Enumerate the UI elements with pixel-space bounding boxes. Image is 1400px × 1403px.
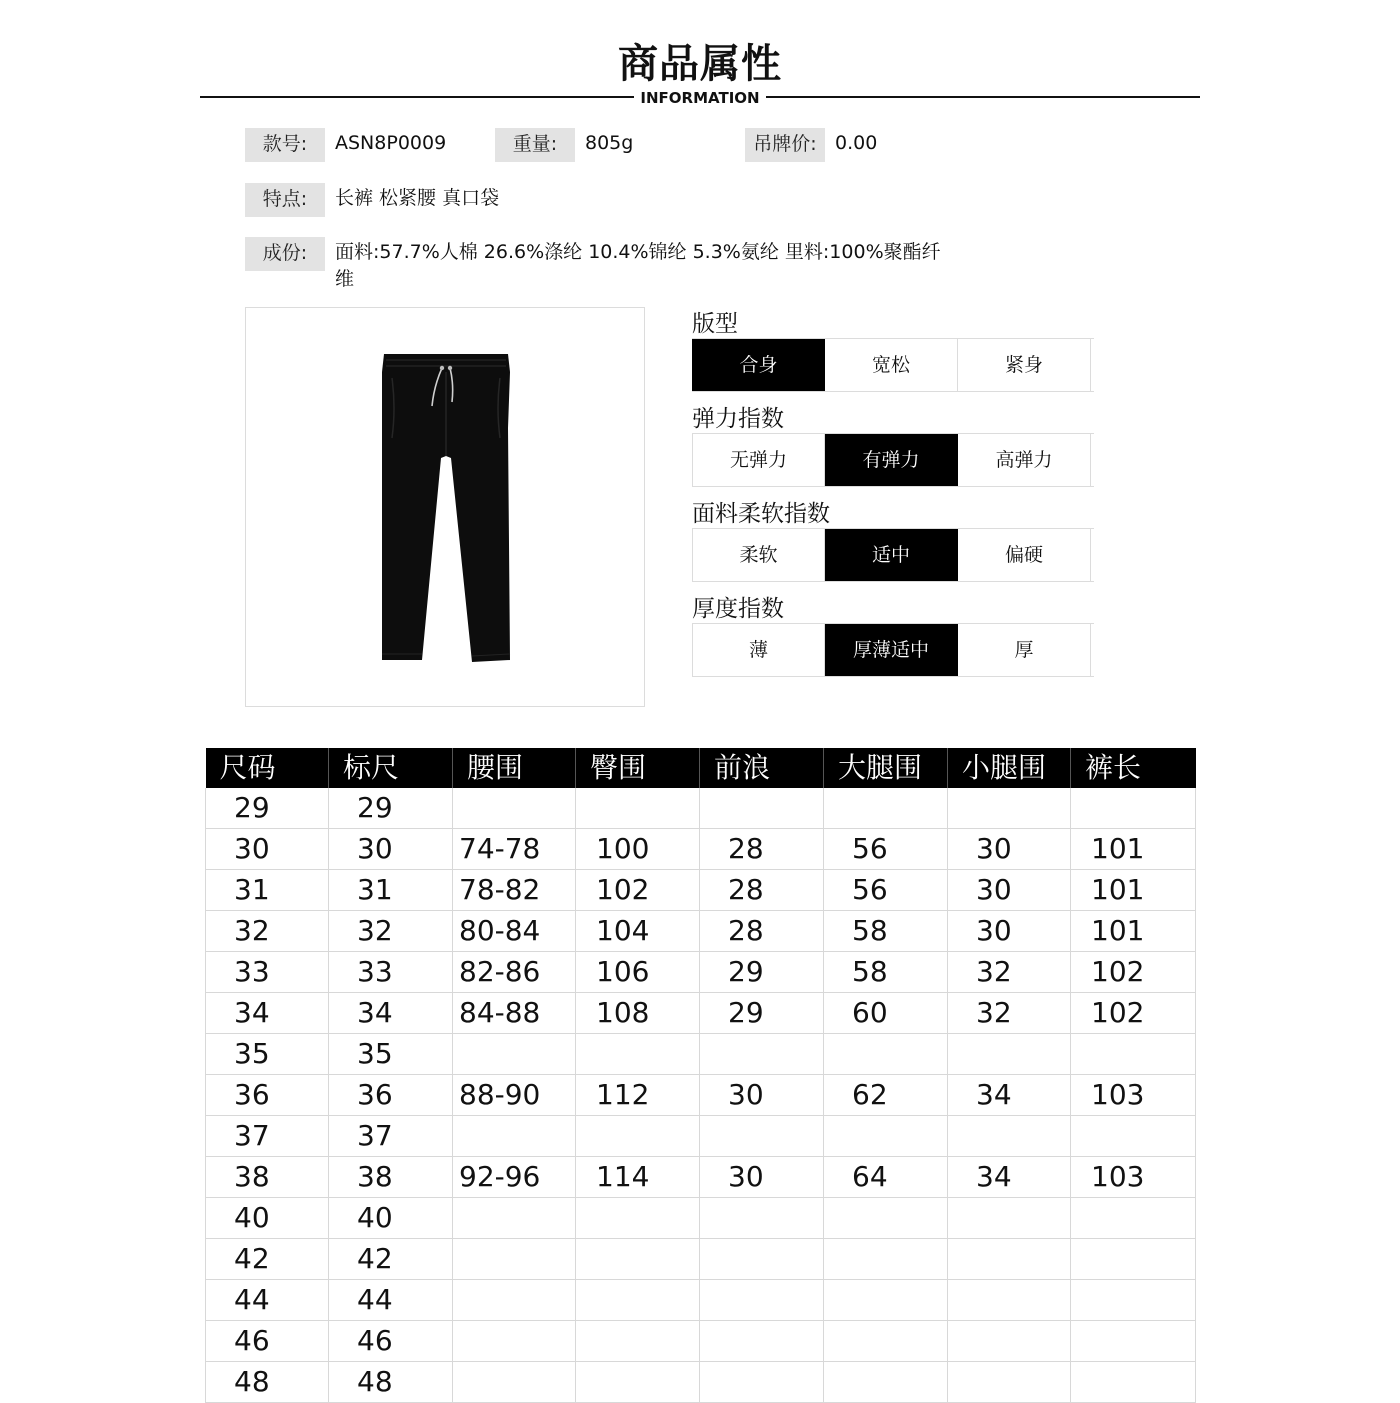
- table-cell: [1071, 1116, 1196, 1157]
- table-cell: 102: [576, 870, 700, 911]
- fit-option-1: 合身: [692, 339, 825, 391]
- table-cell: [824, 1362, 948, 1403]
- thickness-option-2: 厚薄适中: [825, 624, 958, 676]
- table-cell: [948, 1198, 1071, 1239]
- table-row: [206, 788, 1196, 829]
- table-cell: [453, 1321, 576, 1362]
- table-cell: 46: [206, 1321, 329, 1362]
- thickness-option-3: 厚: [958, 624, 1091, 676]
- table-cell: 58: [824, 911, 948, 952]
- table-row: [206, 1321, 1196, 1362]
- table-cell: [824, 1198, 948, 1239]
- thickness-title: 厚度指数: [692, 596, 784, 622]
- table-cell: [453, 1198, 576, 1239]
- table-cell: 30: [700, 1157, 824, 1198]
- table-cell: 30: [329, 829, 453, 870]
- table-row: [206, 829, 1196, 870]
- table-cell: 31: [206, 870, 329, 911]
- table-cell: 34: [948, 1075, 1071, 1116]
- header-waist: 腰围: [453, 748, 576, 788]
- table-cell: 28: [700, 870, 824, 911]
- table-row: [206, 1034, 1196, 1075]
- section-header: [0, 0, 1400, 120]
- header-length: 裤长: [1071, 748, 1196, 788]
- elasticity-title: 弹力指数: [692, 406, 784, 432]
- features-value: 长裤 松紧腰 真口袋: [335, 187, 500, 209]
- table-cell: [576, 1280, 700, 1321]
- table-cell: [453, 1034, 576, 1075]
- table-cell: [948, 788, 1071, 829]
- table-cell: 62: [824, 1075, 948, 1116]
- size-table: [205, 748, 1196, 1403]
- table-cell: [700, 1362, 824, 1403]
- table-cell: [1071, 1280, 1196, 1321]
- table-cell: [948, 1116, 1071, 1157]
- table-cell: 28: [700, 911, 824, 952]
- softness-option-3: 偏硬: [958, 529, 1091, 581]
- table-cell: [1071, 1198, 1196, 1239]
- table-cell: [576, 1034, 700, 1075]
- thickness-options: [692, 623, 1094, 677]
- table-cell: 29: [329, 788, 453, 829]
- fit-options: [692, 338, 1094, 392]
- table-cell: 48: [206, 1362, 329, 1403]
- fit-option-3: 紧身: [958, 339, 1091, 391]
- table-cell: 78-82: [453, 870, 576, 911]
- table-cell: [700, 1116, 824, 1157]
- black-pants-image: [246, 308, 646, 708]
- table-row: [206, 993, 1196, 1034]
- table-cell: [453, 1280, 576, 1321]
- table-cell: 103: [1071, 1157, 1196, 1198]
- table-cell: 35: [206, 1034, 329, 1075]
- header-size: 尺码: [206, 748, 329, 788]
- table-cell: 31: [329, 870, 453, 911]
- table-cell: [948, 1239, 1071, 1280]
- table-cell: 56: [824, 829, 948, 870]
- table-cell: 32: [948, 993, 1071, 1034]
- table-cell: 33: [329, 952, 453, 993]
- table-cell: 56: [824, 870, 948, 911]
- table-cell: 112: [576, 1075, 700, 1116]
- table-cell: 101: [1071, 829, 1196, 870]
- table-cell: [576, 788, 700, 829]
- table-cell: 30: [948, 870, 1071, 911]
- table-cell: [824, 1239, 948, 1280]
- table-cell: 29: [206, 788, 329, 829]
- table-cell: 44: [329, 1280, 453, 1321]
- weight-value: 805g: [585, 132, 634, 154]
- table-cell: [948, 1362, 1071, 1403]
- table-cell: [824, 1321, 948, 1362]
- table-cell: [824, 1280, 948, 1321]
- composition-value-line2: 维: [335, 268, 355, 290]
- table-cell: [700, 1034, 824, 1075]
- softness-options: [692, 528, 1094, 582]
- table-cell: [576, 1321, 700, 1362]
- style-no-value: ASN8P0009: [335, 132, 447, 154]
- table-cell: 108: [576, 993, 700, 1034]
- composition-value-line1: 面料:57.7%人棉 26.6%涤纶 10.4%锦纶 5.3%氨纶 里料:100%聚酯纤: [335, 241, 941, 263]
- table-cell: 92-96: [453, 1157, 576, 1198]
- table-cell: [824, 1116, 948, 1157]
- table-cell: 34: [329, 993, 453, 1034]
- table-cell: 82-86: [453, 952, 576, 993]
- table-cell: 102: [1071, 952, 1196, 993]
- table-cell: 100: [576, 829, 700, 870]
- table-cell: 60: [824, 993, 948, 1034]
- elasticity-option-1: 无弹力: [692, 434, 825, 486]
- table-cell: [700, 1239, 824, 1280]
- table-cell: 101: [1071, 911, 1196, 952]
- table-cell: [700, 788, 824, 829]
- table-cell: 34: [948, 1157, 1071, 1198]
- table-cell: 58: [824, 952, 948, 993]
- table-cell: 30: [700, 1075, 824, 1116]
- table-cell: 40: [206, 1198, 329, 1239]
- table-cell: 28: [700, 829, 824, 870]
- table-row: [206, 1116, 1196, 1157]
- table-cell: 32: [948, 952, 1071, 993]
- table-cell: 101: [1071, 870, 1196, 911]
- table-row: [206, 952, 1196, 993]
- table-cell: 33: [206, 952, 329, 993]
- table-cell: [576, 1239, 700, 1280]
- header-hip: 臀围: [576, 748, 700, 788]
- page-title: 商品属性: [618, 41, 782, 87]
- table-row: [206, 870, 1196, 911]
- table-cell: [1071, 1034, 1196, 1075]
- table-cell: 42: [329, 1239, 453, 1280]
- weight-label: 重量:: [495, 128, 575, 162]
- table-cell: 80-84: [453, 911, 576, 952]
- table-cell: 42: [206, 1239, 329, 1280]
- table-cell: 29: [700, 993, 824, 1034]
- tag-price-value: 0.00: [835, 132, 878, 154]
- table-row: [206, 1075, 1196, 1116]
- table-cell: 37: [206, 1116, 329, 1157]
- features-label: 特点:: [245, 183, 325, 217]
- tag-price-label: 吊牌价:: [745, 128, 825, 162]
- table-cell: 36: [329, 1075, 453, 1116]
- page-subtitle: INFORMATION: [640, 89, 760, 107]
- table-row: [206, 911, 1196, 952]
- table-cell: 103: [1071, 1075, 1196, 1116]
- fit-option-2: 宽松: [825, 339, 958, 391]
- table-cell: [576, 1362, 700, 1403]
- header-calf: 小腿围: [948, 748, 1071, 788]
- table-cell: 84-88: [453, 993, 576, 1034]
- table-cell: [1071, 1362, 1196, 1403]
- table-cell: 30: [948, 911, 1071, 952]
- table-row: [206, 1362, 1196, 1403]
- elasticity-option-2: 有弹力: [825, 434, 958, 486]
- table-cell: [1071, 1239, 1196, 1280]
- thickness-option-1: 薄: [692, 624, 825, 676]
- table-cell: [824, 1034, 948, 1075]
- table-cell: [453, 1116, 576, 1157]
- table-row: [206, 1280, 1196, 1321]
- table-cell: [453, 1239, 576, 1280]
- table-cell: 29: [700, 952, 824, 993]
- composition-label: 成份:: [245, 237, 325, 271]
- table-cell: [948, 1321, 1071, 1362]
- size-table-header: [206, 748, 1196, 788]
- table-cell: 32: [329, 911, 453, 952]
- product-image-frame: [245, 307, 645, 707]
- table-cell: [453, 1362, 576, 1403]
- table-cell: [1071, 788, 1196, 829]
- table-cell: 40: [329, 1198, 453, 1239]
- table-cell: [453, 788, 576, 829]
- softness-option-2: 适中: [825, 529, 958, 581]
- table-cell: 48: [329, 1362, 453, 1403]
- fit-title: 版型: [692, 311, 738, 337]
- table-cell: [1071, 1321, 1196, 1362]
- table-cell: 46: [329, 1321, 453, 1362]
- table-cell: 32: [206, 911, 329, 952]
- softness-title: 面料柔软指数: [692, 501, 830, 527]
- table-cell: [700, 1321, 824, 1362]
- table-cell: 74-78: [453, 829, 576, 870]
- table-cell: [700, 1198, 824, 1239]
- table-cell: 34: [206, 993, 329, 1034]
- table-cell: 106: [576, 952, 700, 993]
- header-thigh: 大腿围: [824, 748, 948, 788]
- table-cell: [576, 1116, 700, 1157]
- table-cell: 114: [576, 1157, 700, 1198]
- table-cell: [948, 1034, 1071, 1075]
- table-cell: 30: [206, 829, 329, 870]
- table-cell: [700, 1280, 824, 1321]
- table-cell: [824, 788, 948, 829]
- table-cell: [948, 1280, 1071, 1321]
- table-cell: 36: [206, 1075, 329, 1116]
- table-cell: 35: [329, 1034, 453, 1075]
- header-label-size: 标尺: [329, 748, 453, 788]
- table-cell: 38: [206, 1157, 329, 1198]
- table-cell: 88-90: [453, 1075, 576, 1116]
- table-cell: 104: [576, 911, 700, 952]
- softness-option-1: 柔软: [692, 529, 825, 581]
- table-cell: 64: [824, 1157, 948, 1198]
- elasticity-option-3: 高弹力: [958, 434, 1091, 486]
- style-no-label: 款号:: [245, 128, 325, 162]
- table-cell: 102: [1071, 993, 1196, 1034]
- table-cell: 30: [948, 829, 1071, 870]
- table-row: [206, 1198, 1196, 1239]
- size-table-body: [206, 788, 1196, 1403]
- elasticity-options: [692, 433, 1094, 487]
- table-cell: 38: [329, 1157, 453, 1198]
- header-front-rise: 前浪: [700, 748, 824, 788]
- table-cell: [576, 1198, 700, 1239]
- table-cell: 44: [206, 1280, 329, 1321]
- table-cell: 37: [329, 1116, 453, 1157]
- table-row: [206, 1239, 1196, 1280]
- table-row: [206, 1157, 1196, 1198]
